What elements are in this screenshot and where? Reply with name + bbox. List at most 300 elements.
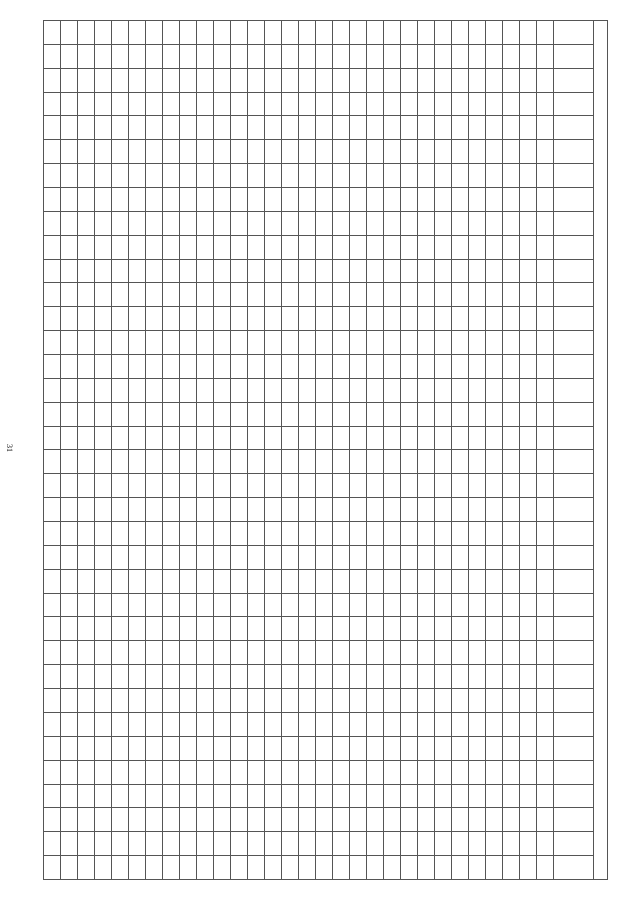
table-cell (469, 832, 486, 856)
table-cell (401, 569, 418, 593)
table-cell (163, 832, 180, 856)
table-cell (112, 283, 129, 307)
table-cell (401, 593, 418, 617)
table-cell (248, 116, 265, 140)
table-cell (452, 736, 469, 760)
table-cell (520, 283, 537, 307)
table-cell (265, 21, 282, 45)
table-cell (61, 474, 78, 498)
table-cell (452, 68, 469, 92)
table-cell (435, 378, 452, 402)
table-cell (486, 92, 503, 116)
table-cell (316, 426, 333, 450)
table-cell (503, 474, 520, 498)
table-cell (248, 593, 265, 617)
table-cell (299, 283, 316, 307)
table-cell (197, 545, 214, 569)
table-cell (469, 259, 486, 283)
table-cell (248, 68, 265, 92)
table-cell (282, 426, 299, 450)
table-cell (248, 259, 265, 283)
table-cell (537, 593, 554, 617)
table-cell (486, 44, 503, 68)
table-cell (231, 188, 248, 212)
table-cell (78, 402, 95, 426)
table-cell (316, 92, 333, 116)
table-cell (520, 617, 537, 641)
table-cell (265, 689, 282, 713)
table-cell (44, 92, 61, 116)
table-cell (214, 140, 231, 164)
table-cell (486, 712, 503, 736)
table-cell (384, 498, 401, 522)
table-cell (146, 426, 163, 450)
table-cell (452, 617, 469, 641)
table-cell (316, 569, 333, 593)
table-cell (78, 307, 95, 331)
table-cell (316, 474, 333, 498)
table-cell (112, 92, 129, 116)
table-cell (418, 712, 435, 736)
table-cell (44, 617, 61, 641)
table-cell (401, 283, 418, 307)
table-cell (78, 211, 95, 235)
table-cell (231, 808, 248, 832)
table-cell (401, 378, 418, 402)
table-cell (214, 188, 231, 212)
column-header (554, 593, 594, 617)
table-cell (503, 402, 520, 426)
table-cell (112, 760, 129, 784)
table-cell (418, 522, 435, 546)
table-cell (214, 689, 231, 713)
table-cell (537, 569, 554, 593)
table-cell (214, 283, 231, 307)
table-cell (78, 92, 95, 116)
table-cell (163, 355, 180, 379)
table-cell (112, 164, 129, 188)
table-cell (401, 44, 418, 68)
column-header (554, 140, 594, 164)
table-cell (44, 784, 61, 808)
table-cell (520, 784, 537, 808)
table-cell (469, 617, 486, 641)
table-cell (78, 808, 95, 832)
table-cell (129, 426, 146, 450)
table-cell (78, 44, 95, 68)
table-cell (520, 92, 537, 116)
table-cell (44, 450, 61, 474)
table-cell (44, 164, 61, 188)
table-cell (537, 21, 554, 45)
table-cell (61, 235, 78, 259)
table-cell (452, 402, 469, 426)
table-cell (78, 641, 95, 665)
table-cell (503, 378, 520, 402)
table-cell (537, 545, 554, 569)
table-cell (350, 522, 367, 546)
table-cell (520, 474, 537, 498)
table-cell (44, 426, 61, 450)
table-cell (435, 426, 452, 450)
table-cell (61, 689, 78, 713)
table-cell (129, 545, 146, 569)
table-cell (61, 426, 78, 450)
table-cell (401, 211, 418, 235)
table-cell (350, 641, 367, 665)
table-cell (180, 808, 197, 832)
table-cell (350, 712, 367, 736)
table-cell (486, 378, 503, 402)
table-cell (537, 68, 554, 92)
table-cell (384, 68, 401, 92)
table-cell (401, 712, 418, 736)
table-row (367, 21, 384, 880)
table-cell (299, 665, 316, 689)
table-cell (469, 712, 486, 736)
table-cell (435, 402, 452, 426)
table-cell (146, 522, 163, 546)
table-cell (282, 593, 299, 617)
table-cell (214, 259, 231, 283)
table-cell (44, 689, 61, 713)
table-cell (146, 92, 163, 116)
table-cell (299, 92, 316, 116)
table-cell (520, 545, 537, 569)
table-cell (333, 44, 350, 68)
table-cell (503, 641, 520, 665)
table-cell (265, 259, 282, 283)
table-cell (418, 856, 435, 880)
table-cell (299, 641, 316, 665)
table-cell (469, 283, 486, 307)
table-cell (520, 188, 537, 212)
table-cell (44, 307, 61, 331)
table-cell (367, 569, 384, 593)
table-cell (520, 68, 537, 92)
table-row (435, 21, 452, 880)
table-cell (486, 402, 503, 426)
table-cell (520, 211, 537, 235)
table-cell (180, 641, 197, 665)
table-cell (180, 21, 197, 45)
table-cell (350, 188, 367, 212)
table-cell (248, 856, 265, 880)
table-cell (333, 283, 350, 307)
table-cell (452, 426, 469, 450)
table-cell (44, 116, 61, 140)
table-cell (112, 188, 129, 212)
table-cell (180, 44, 197, 68)
table-cell (469, 736, 486, 760)
table-cell (486, 355, 503, 379)
table-cell (520, 402, 537, 426)
table-cell (95, 307, 112, 331)
table-cell (282, 283, 299, 307)
table-cell (520, 856, 537, 880)
table-cell (95, 736, 112, 760)
table-cell (129, 235, 146, 259)
table-cell (299, 211, 316, 235)
table-cell (197, 116, 214, 140)
table-cell (486, 116, 503, 140)
table-cell (78, 283, 95, 307)
table-row (163, 21, 180, 880)
table-cell (418, 235, 435, 259)
table-cell (435, 808, 452, 832)
table-cell (129, 307, 146, 331)
table-cell (180, 402, 197, 426)
table-cell (112, 426, 129, 450)
table-cell (112, 712, 129, 736)
table-row (214, 21, 231, 880)
column-header (554, 736, 594, 760)
table-cell (367, 140, 384, 164)
table-cell (197, 498, 214, 522)
table-cell (469, 498, 486, 522)
table-cell (486, 856, 503, 880)
table-cell (180, 211, 197, 235)
table-cell (333, 355, 350, 379)
table-cell (537, 808, 554, 832)
table-cell (401, 474, 418, 498)
table-cell (146, 784, 163, 808)
table-cell (214, 736, 231, 760)
table-cell (197, 856, 214, 880)
table-cell (486, 832, 503, 856)
table-cell (44, 498, 61, 522)
table-cell (231, 378, 248, 402)
table-cell (350, 569, 367, 593)
table-cell (333, 808, 350, 832)
table-cell (435, 641, 452, 665)
table-row (486, 21, 503, 880)
table-cell (435, 856, 452, 880)
table-cell (418, 736, 435, 760)
table-cell (350, 92, 367, 116)
table-cell (214, 307, 231, 331)
table-cell (61, 21, 78, 45)
table-cell (401, 21, 418, 45)
table-cell (282, 617, 299, 641)
table-cell (384, 617, 401, 641)
table-cell (418, 426, 435, 450)
table-cell (61, 665, 78, 689)
table-cell (180, 498, 197, 522)
table-cell (112, 259, 129, 283)
table-cell (486, 808, 503, 832)
table-cell (163, 402, 180, 426)
table-cell (231, 426, 248, 450)
table-cell (265, 712, 282, 736)
table-cell (316, 689, 333, 713)
table-cell (214, 164, 231, 188)
table-cell (435, 140, 452, 164)
table-cell (231, 164, 248, 188)
column-header (554, 641, 594, 665)
column-header (554, 283, 594, 307)
table-cell (333, 569, 350, 593)
table-cell (367, 44, 384, 68)
table-cell (95, 450, 112, 474)
table-cell (384, 760, 401, 784)
column-header (554, 522, 594, 546)
table-cell (112, 665, 129, 689)
table-cell (384, 641, 401, 665)
table-row (503, 21, 520, 880)
table-cell (299, 402, 316, 426)
table-cell (418, 116, 435, 140)
table-cell (503, 235, 520, 259)
table-cell (469, 522, 486, 546)
column-header (554, 545, 594, 569)
table-cell (401, 164, 418, 188)
table-cell (78, 235, 95, 259)
table-cell (469, 784, 486, 808)
table-cell (197, 522, 214, 546)
table-cell (486, 283, 503, 307)
table-cell (146, 140, 163, 164)
table-cell (78, 331, 95, 355)
table-row (350, 21, 367, 880)
table-cell (231, 569, 248, 593)
table-cell (503, 68, 520, 92)
table-cell (316, 259, 333, 283)
table-cell (503, 593, 520, 617)
table-cell (95, 188, 112, 212)
table-cell (129, 712, 146, 736)
table-cell (95, 712, 112, 736)
table-cell (163, 736, 180, 760)
table-cell (435, 522, 452, 546)
table-cell (367, 426, 384, 450)
column-header (554, 44, 594, 68)
table-cell (299, 259, 316, 283)
table-cell (180, 784, 197, 808)
table-cell (537, 784, 554, 808)
table-cell (316, 164, 333, 188)
table-cell (418, 68, 435, 92)
table-cell (537, 331, 554, 355)
table-cell (214, 331, 231, 355)
table-cell (452, 474, 469, 498)
table-cell (146, 832, 163, 856)
table-row (520, 21, 537, 880)
table-cell (197, 712, 214, 736)
table-cell (214, 402, 231, 426)
table-cell (44, 808, 61, 832)
table-cell (61, 712, 78, 736)
table-cell (282, 92, 299, 116)
table-cell (350, 498, 367, 522)
table-cell (316, 21, 333, 45)
column-header (554, 235, 594, 259)
table-cell (299, 450, 316, 474)
table-cell (384, 235, 401, 259)
table-cell (418, 450, 435, 474)
table-cell (452, 784, 469, 808)
table-cell (146, 68, 163, 92)
table-cell (61, 569, 78, 593)
table-cell (367, 402, 384, 426)
table-cell (61, 641, 78, 665)
table-cell (78, 116, 95, 140)
table-cell (146, 474, 163, 498)
table-cell (95, 689, 112, 713)
table-cell (435, 569, 452, 593)
table-cell (180, 760, 197, 784)
table-cell (282, 116, 299, 140)
table-cell (163, 545, 180, 569)
table-cell (350, 832, 367, 856)
table-cell (146, 164, 163, 188)
table-cell (78, 378, 95, 402)
table-cell (282, 140, 299, 164)
table-cell (129, 68, 146, 92)
table-cell (248, 545, 265, 569)
table-cell (316, 116, 333, 140)
table-cell (78, 689, 95, 713)
table-cell (333, 21, 350, 45)
table-cell (435, 617, 452, 641)
table-cell (231, 92, 248, 116)
table-cell (231, 736, 248, 760)
table-cell (282, 712, 299, 736)
table-cell (180, 307, 197, 331)
table-cell (282, 450, 299, 474)
column-header (554, 474, 594, 498)
column-header (554, 164, 594, 188)
table-cell (401, 641, 418, 665)
table-cell (537, 832, 554, 856)
table-cell (316, 140, 333, 164)
table-cell (265, 450, 282, 474)
table-cell (163, 569, 180, 593)
table-cell (112, 355, 129, 379)
table-cell (248, 641, 265, 665)
table-cell (61, 617, 78, 641)
table-cell (469, 378, 486, 402)
table-row (197, 21, 214, 880)
table-cell (401, 68, 418, 92)
table-cell (520, 832, 537, 856)
table-cell (401, 426, 418, 450)
table-cell (214, 665, 231, 689)
table-cell (367, 116, 384, 140)
table-cell (197, 355, 214, 379)
table-cell (435, 68, 452, 92)
table-cell (95, 116, 112, 140)
table-cell (452, 307, 469, 331)
table-cell (537, 760, 554, 784)
table-cell (265, 92, 282, 116)
table-cell (95, 760, 112, 784)
table-cell (112, 545, 129, 569)
table-cell (214, 211, 231, 235)
table-cell (214, 641, 231, 665)
table-cell (129, 188, 146, 212)
table-cell (163, 712, 180, 736)
table-cell (503, 307, 520, 331)
table-cell (197, 593, 214, 617)
table-cell (503, 259, 520, 283)
table-cell (520, 140, 537, 164)
table-cell (146, 355, 163, 379)
table-cell (418, 92, 435, 116)
table-cell (435, 283, 452, 307)
table-cell (282, 498, 299, 522)
table-cell (44, 856, 61, 880)
